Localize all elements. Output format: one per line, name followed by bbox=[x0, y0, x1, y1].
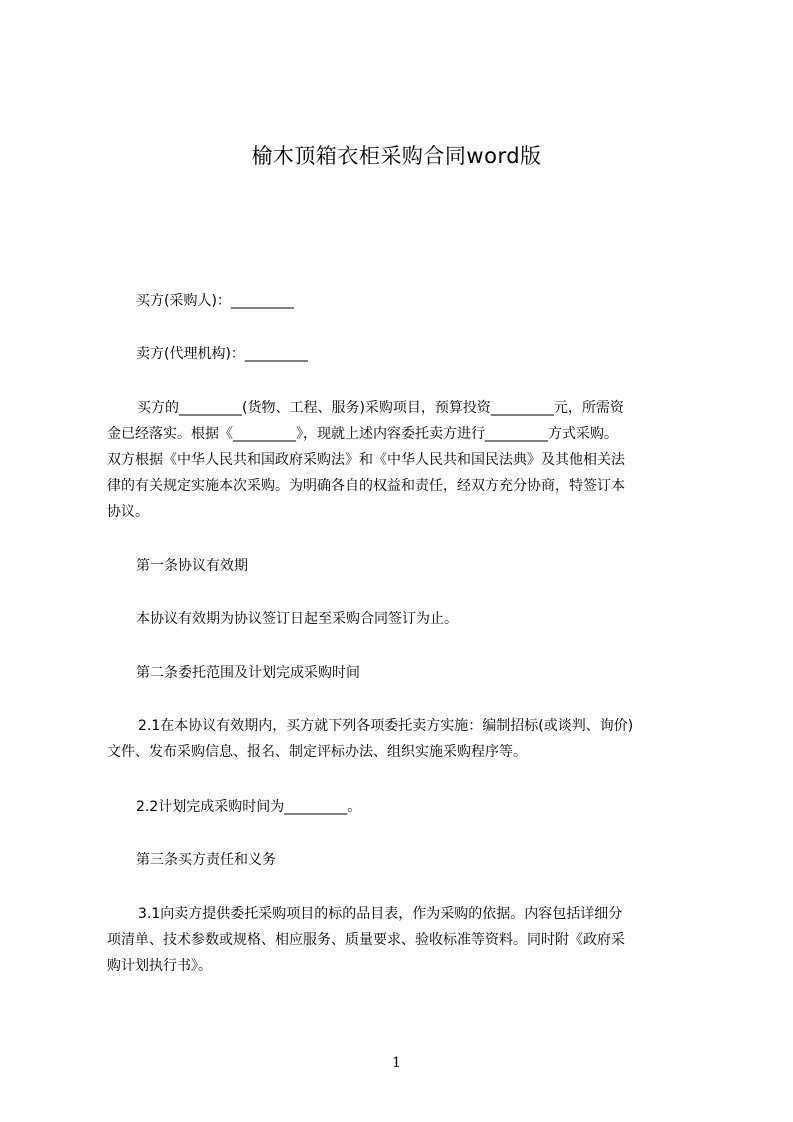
paragraph-line: 本协议有效期为协议签订日起至采购合同签订为止。 bbox=[136, 611, 458, 627]
paragraph-line: 3.1向卖方提供委托采购项目的标的品目表，作为采购的依据。内容包括详细分 bbox=[138, 906, 623, 922]
paragraph-line: 协议。 bbox=[107, 504, 149, 520]
paragraph-line: 2.2计划完成采购时间为_________。 bbox=[136, 799, 362, 815]
page-number: 1 bbox=[392, 1055, 401, 1071]
paragraph-line: 2.1在本协议有效期内，买方就下列各项委托卖方实施：编制招标(或谈判、询价) bbox=[138, 718, 634, 734]
paragraph-line: 双方根据《中华人民共和国政府采购法》和《中华人民共和国民法典》及其他相关法 bbox=[107, 452, 625, 468]
paragraph-line: 购计划执行书》。 bbox=[107, 958, 212, 974]
paragraph-line: 文件、发布采购信息、报名、制定评标办法、组织实施采购程序等。 bbox=[107, 744, 527, 760]
paragraph-line: 项清单、技术参数或规格、相应服务、质量要求、验收标准等资料。同时附《政府采 bbox=[107, 932, 625, 948]
section-heading: 第三条买方责任和义务 bbox=[136, 852, 276, 868]
paragraph-line: 律的有关规定实施本次采购。为明确各自的权益和责任，经双方充分协商，特签订本 bbox=[107, 478, 625, 494]
section-heading: 第二条委托范围及计划完成采购时间 bbox=[136, 665, 360, 681]
document-title: 榆木顶箱衣柜采购合同word版 bbox=[251, 144, 542, 168]
section-heading: 第一条协议有效期 bbox=[136, 558, 248, 574]
paragraph-line: 买方的_________(货物、工程、服务)采购项目，预算投资_________元，所需资 bbox=[137, 400, 624, 416]
buyer-line: 买方(采购人)：_________ bbox=[136, 293, 294, 309]
paragraph-line: 金已经落实。根据《_________》，现就上述内容委托卖方进行_________方式采购。 bbox=[107, 426, 618, 442]
seller-line: 卖方(代理机构)：_________ bbox=[136, 346, 308, 362]
